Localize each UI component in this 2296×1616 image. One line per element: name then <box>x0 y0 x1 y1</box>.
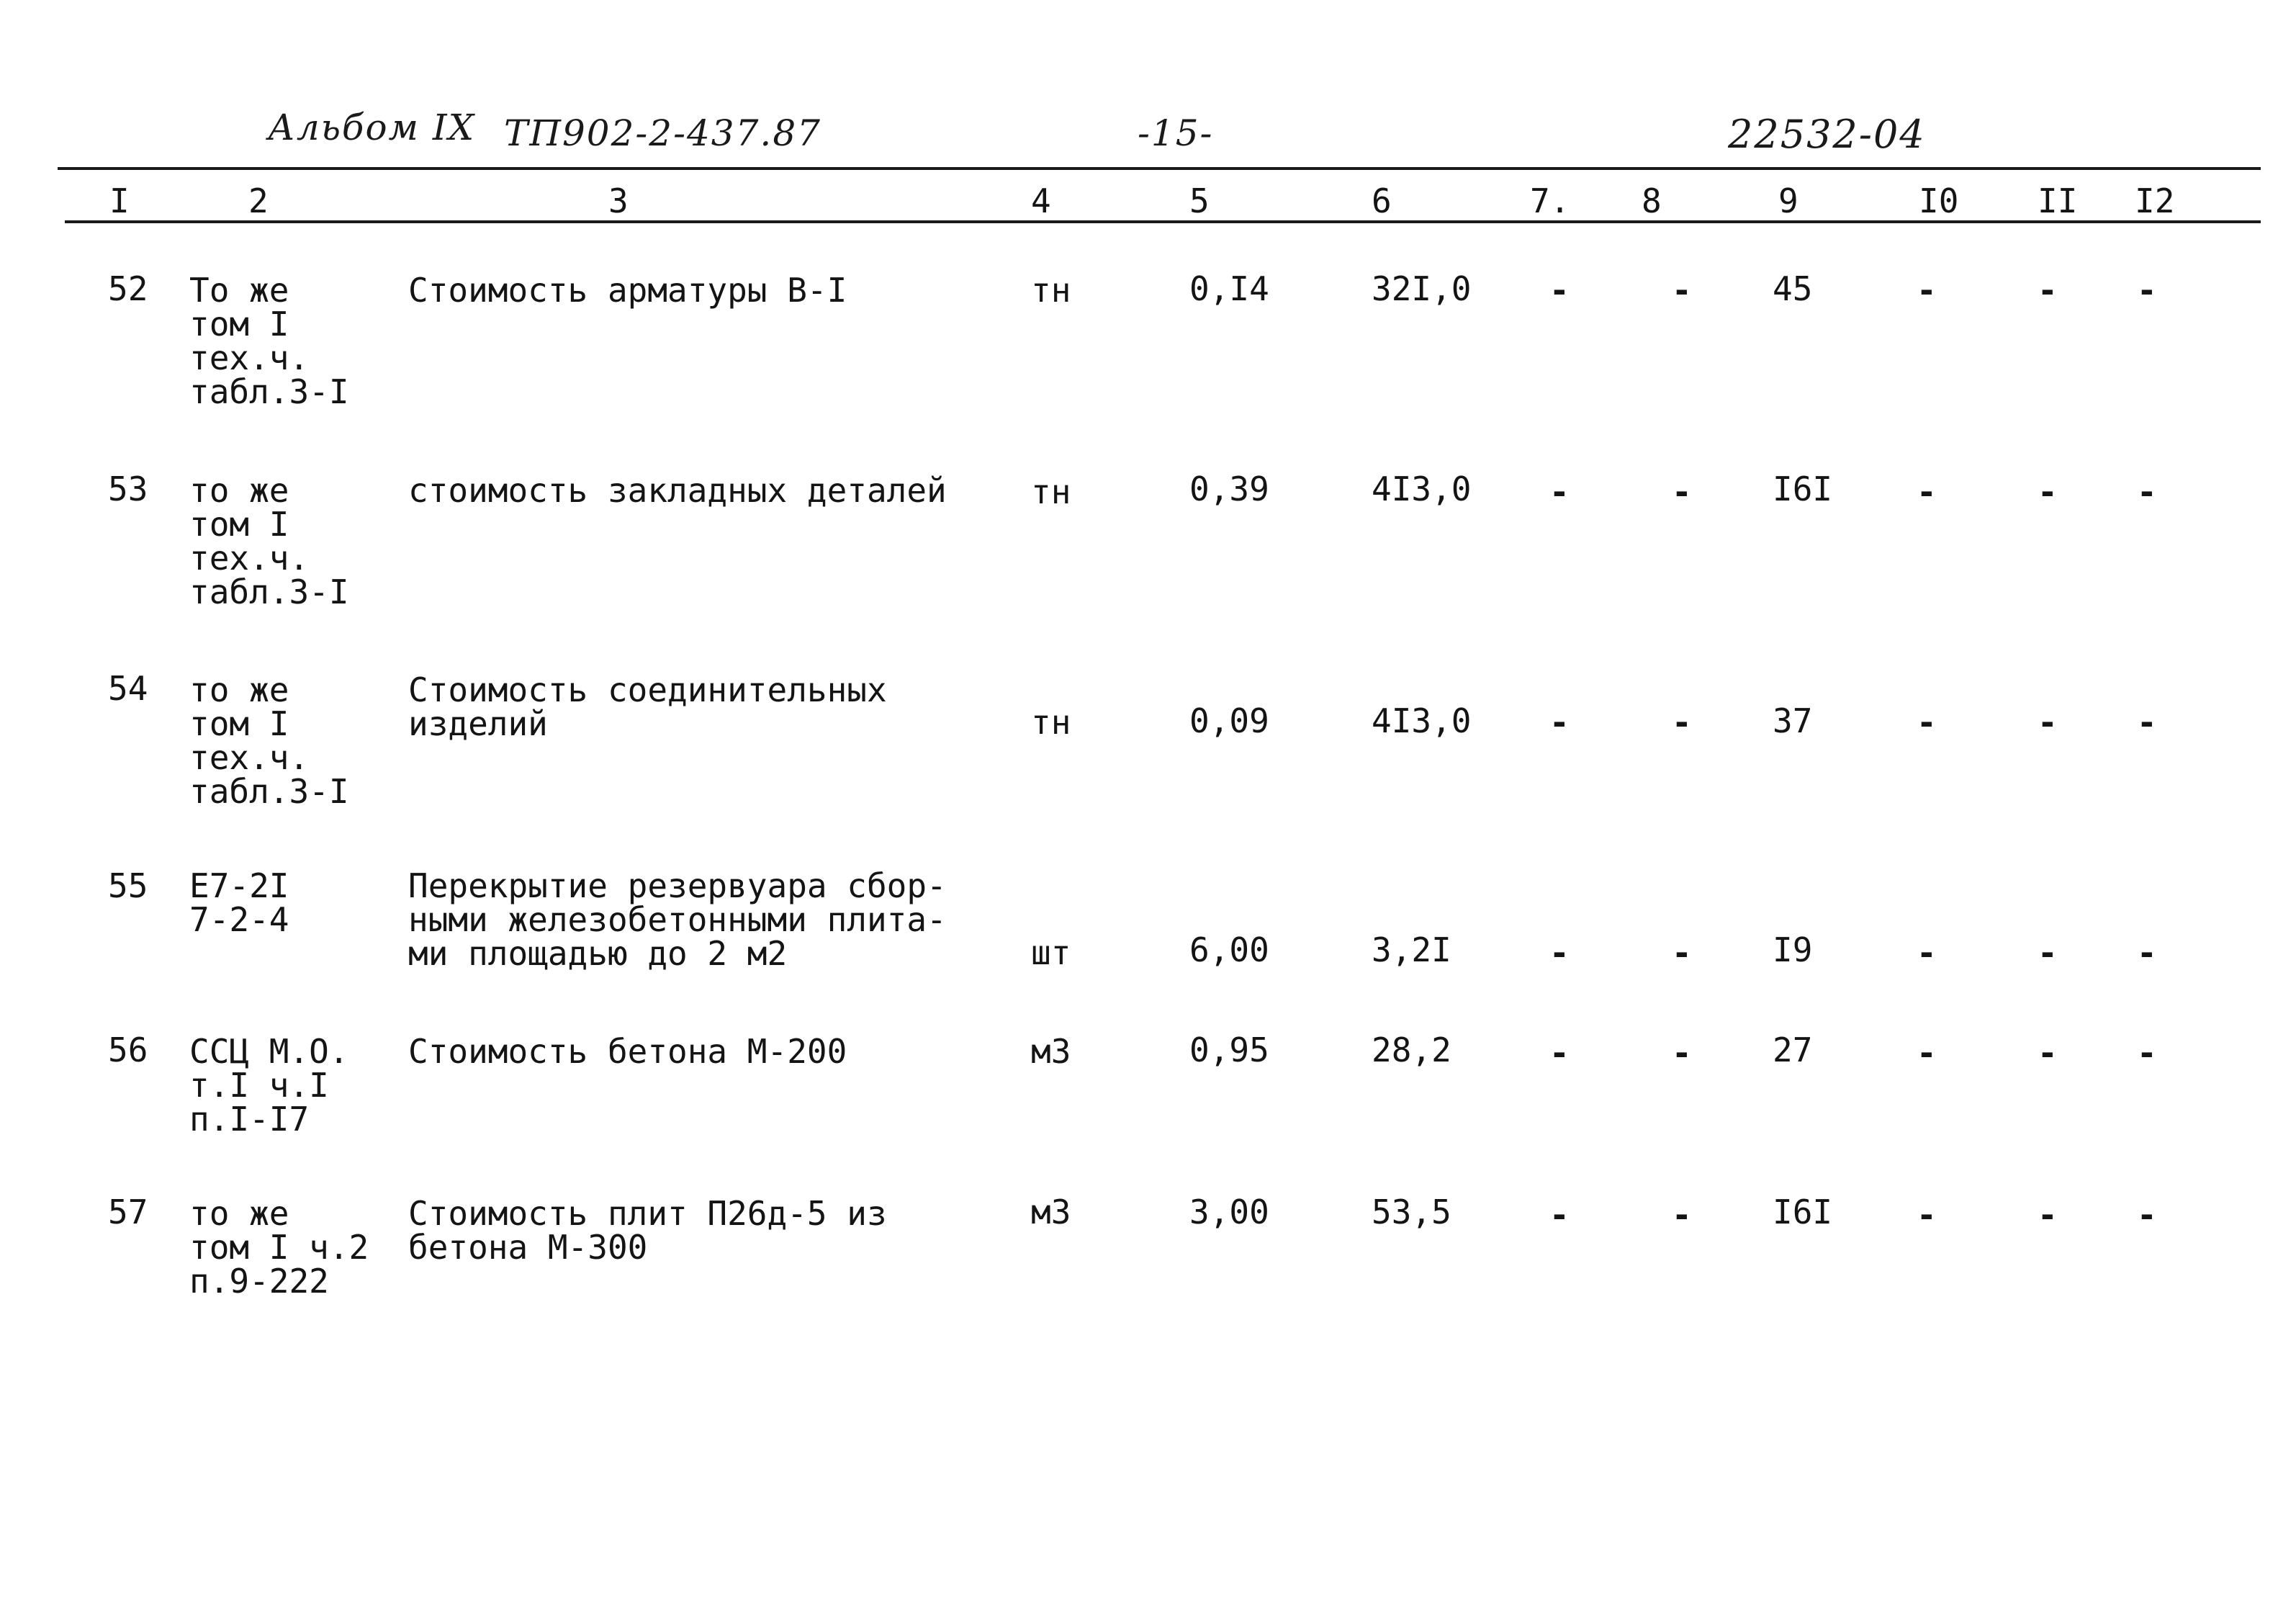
row-reference: то же том I ч.2 п.9-222 <box>189 1194 369 1301</box>
column-number-4: 4 <box>1031 181 1051 220</box>
row-total: 45 <box>1773 269 1813 308</box>
row-number: 57 <box>108 1193 148 1231</box>
row-col12: - <box>2137 1033 2157 1072</box>
column-number-12: I2 <box>2135 181 2175 220</box>
row-col10: - <box>1917 472 1937 511</box>
row-price: 32I,0 <box>1372 269 1472 308</box>
row-col7: - <box>1549 1195 1570 1234</box>
row-name: Стоимость арматуры В-I <box>408 271 847 310</box>
row-col8: - <box>1672 1033 1692 1072</box>
row-col12: - <box>2137 1195 2157 1234</box>
row-col7: - <box>1549 271 1570 310</box>
row-name: стоимость закладных деталей <box>408 471 947 510</box>
row-number: 55 <box>108 866 148 905</box>
row-col8: - <box>1672 703 1692 742</box>
row-col8: - <box>1672 472 1692 511</box>
row-col7: - <box>1549 703 1570 742</box>
row-reference: то же том I тех.ч. табл.3-I <box>189 471 349 611</box>
column-number-7: 7. <box>1530 181 1570 220</box>
row-reference: То же том I тех.ч. табл.3-I <box>189 271 349 411</box>
column-number-6: 6 <box>1372 181 1392 220</box>
row-reference: то же том I тех.ч. табл.3-I <box>189 670 349 811</box>
row-col10: - <box>1917 933 1937 972</box>
row-col11: - <box>2038 1195 2058 1234</box>
column-number-1: I <box>109 181 130 220</box>
row-price: 4I3,0 <box>1372 470 1472 508</box>
row-col12: - <box>2137 271 2157 310</box>
column-number-10: I0 <box>1919 181 1959 220</box>
row-col11: - <box>2038 472 2058 511</box>
row-name: Перекрытие резервуара сбор- ными железобетонными плита- ми площадью до 2 м2 <box>408 866 947 973</box>
row-col8: - <box>1672 933 1692 972</box>
row-quantity: 0,39 <box>1189 470 1269 508</box>
row-total: 27 <box>1773 1031 1813 1069</box>
header-rule-bottom <box>65 220 2261 223</box>
row-col8: - <box>1672 271 1692 310</box>
row-total: I9 <box>1773 930 1813 969</box>
row-unit: м3 <box>1031 1193 1071 1231</box>
row-quantity: 0,I4 <box>1189 269 1269 308</box>
row-unit: м3 <box>1031 1032 1071 1071</box>
row-col7: - <box>1549 472 1570 511</box>
row-quantity: 3,00 <box>1189 1193 1269 1231</box>
row-number: 56 <box>108 1031 148 1069</box>
row-total: I6I <box>1773 1193 1833 1231</box>
document-code: ТП902-2-437.87 <box>504 112 821 154</box>
row-total: 37 <box>1773 701 1813 740</box>
row-col10: - <box>1917 703 1937 742</box>
row-col11: - <box>2038 271 2058 310</box>
column-number-9: 9 <box>1778 181 1798 220</box>
row-quantity: 0,09 <box>1189 701 1269 740</box>
page-number: -15- <box>1138 112 1214 154</box>
sheet-code: 22532-04 <box>1728 112 1926 157</box>
row-unit: тн <box>1031 271 1071 310</box>
row-unit: тн <box>1031 703 1071 742</box>
row-col12: - <box>2137 703 2157 742</box>
row-col10: - <box>1917 1033 1937 1072</box>
row-number: 52 <box>108 269 148 308</box>
row-col11: - <box>2038 1033 2058 1072</box>
row-unit: шт <box>1031 933 1071 972</box>
row-price: 28,2 <box>1372 1031 1451 1069</box>
row-col10: - <box>1917 1195 1937 1234</box>
row-col12: - <box>2137 472 2157 511</box>
row-name: Стоимость плит П26д-5 из бетона М-300 <box>408 1194 887 1267</box>
column-number-3: 3 <box>608 181 629 220</box>
row-total: I6I <box>1773 470 1833 508</box>
row-unit: тн <box>1031 472 1071 511</box>
row-quantity: 6,00 <box>1189 930 1269 969</box>
column-number-11: II <box>2038 181 2078 220</box>
column-number-8: 8 <box>1642 181 1662 220</box>
row-col11: - <box>2038 703 2058 742</box>
row-col11: - <box>2038 933 2058 972</box>
row-reference: ССЦ М.О. т.I ч.I п.I-I7 <box>189 1032 349 1139</box>
column-number-5: 5 <box>1189 181 1210 220</box>
row-number: 54 <box>108 669 148 708</box>
row-col12: - <box>2137 933 2157 972</box>
row-reference: Е7-2I 7-2-4 <box>189 866 289 939</box>
row-price: 4I3,0 <box>1372 701 1472 740</box>
album-label: Альбом IX <box>268 107 476 148</box>
row-price: 3,2I <box>1372 930 1451 969</box>
row-number: 53 <box>108 470 148 508</box>
row-col7: - <box>1549 933 1570 972</box>
row-col7: - <box>1549 1033 1570 1072</box>
row-name: Стоимость бетона М-200 <box>408 1032 847 1071</box>
column-number-2: 2 <box>248 181 269 220</box>
header-rule-top <box>58 167 2261 170</box>
row-name: Стоимость соединительных изделий <box>408 670 887 743</box>
row-col8: - <box>1672 1195 1692 1234</box>
row-price: 53,5 <box>1372 1193 1451 1231</box>
row-col10: - <box>1917 271 1937 310</box>
row-quantity: 0,95 <box>1189 1031 1269 1069</box>
